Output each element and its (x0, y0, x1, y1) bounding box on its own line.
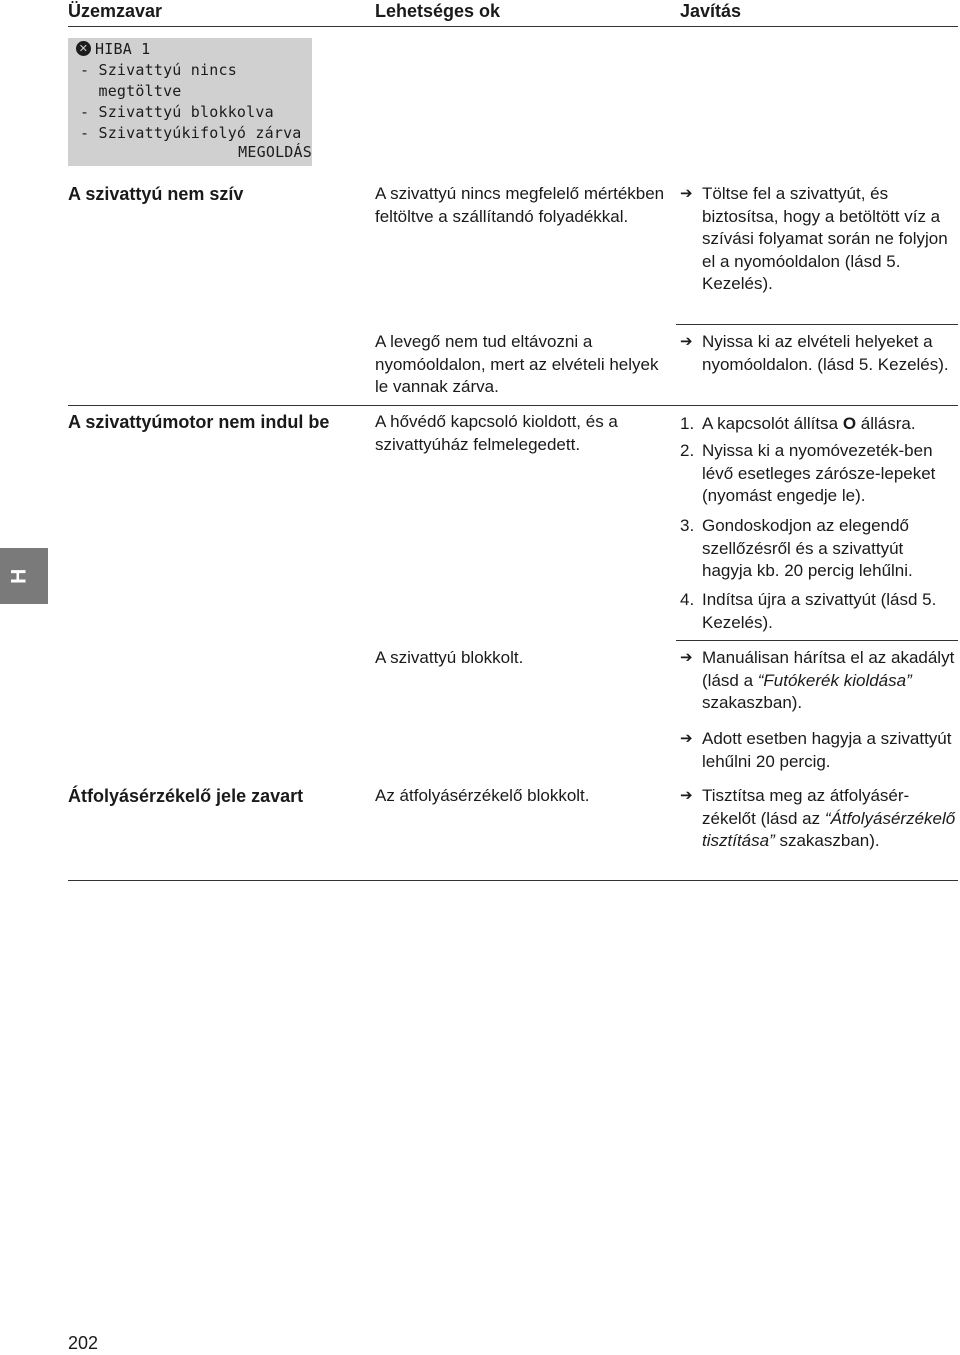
remedy-3a: Tisztítsa meg az átfolyásér-zékelőt (lásd az “Átfolyásérzékelő tisztítása” szakaszban). (702, 786, 956, 850)
display-line: - Szivattyú blokkolva (80, 103, 274, 121)
remedy-2a: Manuálisan hárítsa el az akadályt (lásd a “Futókerék kioldása” szakaszban). (702, 648, 955, 712)
display-title: HIBA 1 (95, 40, 151, 58)
table-bottom-rule (68, 880, 958, 881)
display-line: megtöltve (80, 82, 182, 100)
display-solution-label: MEGOLDÁS (238, 143, 312, 161)
arrow-icon: ➔ (680, 649, 693, 666)
step-text: A kapcsolót állítsa O állásra. (702, 414, 916, 433)
display-line: - Szivattyú nincs (80, 61, 237, 79)
arrow-icon: ➔ (680, 730, 693, 747)
row-rule (676, 324, 958, 325)
cause-1b: A levegő nem tud eltávozni a nyomóoldalon, mert az elvételi helyek le vannak zárva. (375, 332, 659, 396)
header-rule (68, 26, 958, 27)
header-remedy: Javítás (680, 1, 742, 21)
remedy-2b: Adott esetben hagyja a szivattyút lehűlni 20 percig. (702, 729, 952, 771)
fault-1: A szivattyú nem szív (68, 184, 244, 204)
fault-3: Átfolyásérzékelő jele zavart (68, 786, 304, 806)
error-display (68, 38, 312, 166)
header-cause: Lehetséges ok (375, 1, 501, 21)
fault-2: A szivattyúmotor nem indul be (68, 412, 330, 432)
cause-2a: A hővédő kapcsoló kioldott, és a szivattyúház felmelegedett. (375, 412, 618, 454)
row-rule (68, 405, 958, 406)
language-tab: H (0, 548, 48, 604)
step-number: 4. (680, 590, 695, 609)
step-number: 3. (680, 516, 695, 535)
cause-1a: A szivattyú nincs megfelelő mértékben feltöltve a szállítandó folyadékkal. (375, 184, 665, 226)
step-text: Nyissa ki a nyomóvezeték-ben lévő esetleges zárósze-lepeket (nyomást engedje le). (702, 441, 936, 505)
x-circle-icon: ✕ (76, 41, 91, 56)
step-text: Gondoskodjon az elegendő szellőzésről és a szivattyút hagyja kb. 20 percig lehűlni. (702, 516, 913, 580)
arrow-icon: ➔ (680, 787, 693, 804)
page-number: 202 (68, 1333, 99, 1353)
cause-3a: Az átfolyásérzékelő blokkolt. (375, 786, 590, 805)
header-fault: Üzemzavar (68, 1, 163, 21)
display-line: - Szivattyúkifolyó zárva (80, 124, 302, 142)
row-rule (676, 640, 958, 641)
arrow-icon: ➔ (680, 185, 693, 202)
remedy-1b: Nyissa ki az elvételi helyeket a nyomóoldalon. (lásd 5. Kezelés). (702, 332, 949, 374)
step-number: 1. (680, 414, 695, 433)
step-text: Indítsa újra a szivattyút (lásd 5. Kezelés). (702, 590, 937, 632)
cause-2b: A szivattyú blokkolt. (375, 648, 524, 667)
arrow-icon: ➔ (680, 333, 693, 350)
remedy-1a: Töltse fel a szivattyút, és biztosítsa, hogy a betöltött víz a szívási folyamat során ne folyjon el a nyomóoldalon (lásd 5. Kezelés). (702, 184, 948, 293)
step-number: 2. (680, 441, 695, 460)
